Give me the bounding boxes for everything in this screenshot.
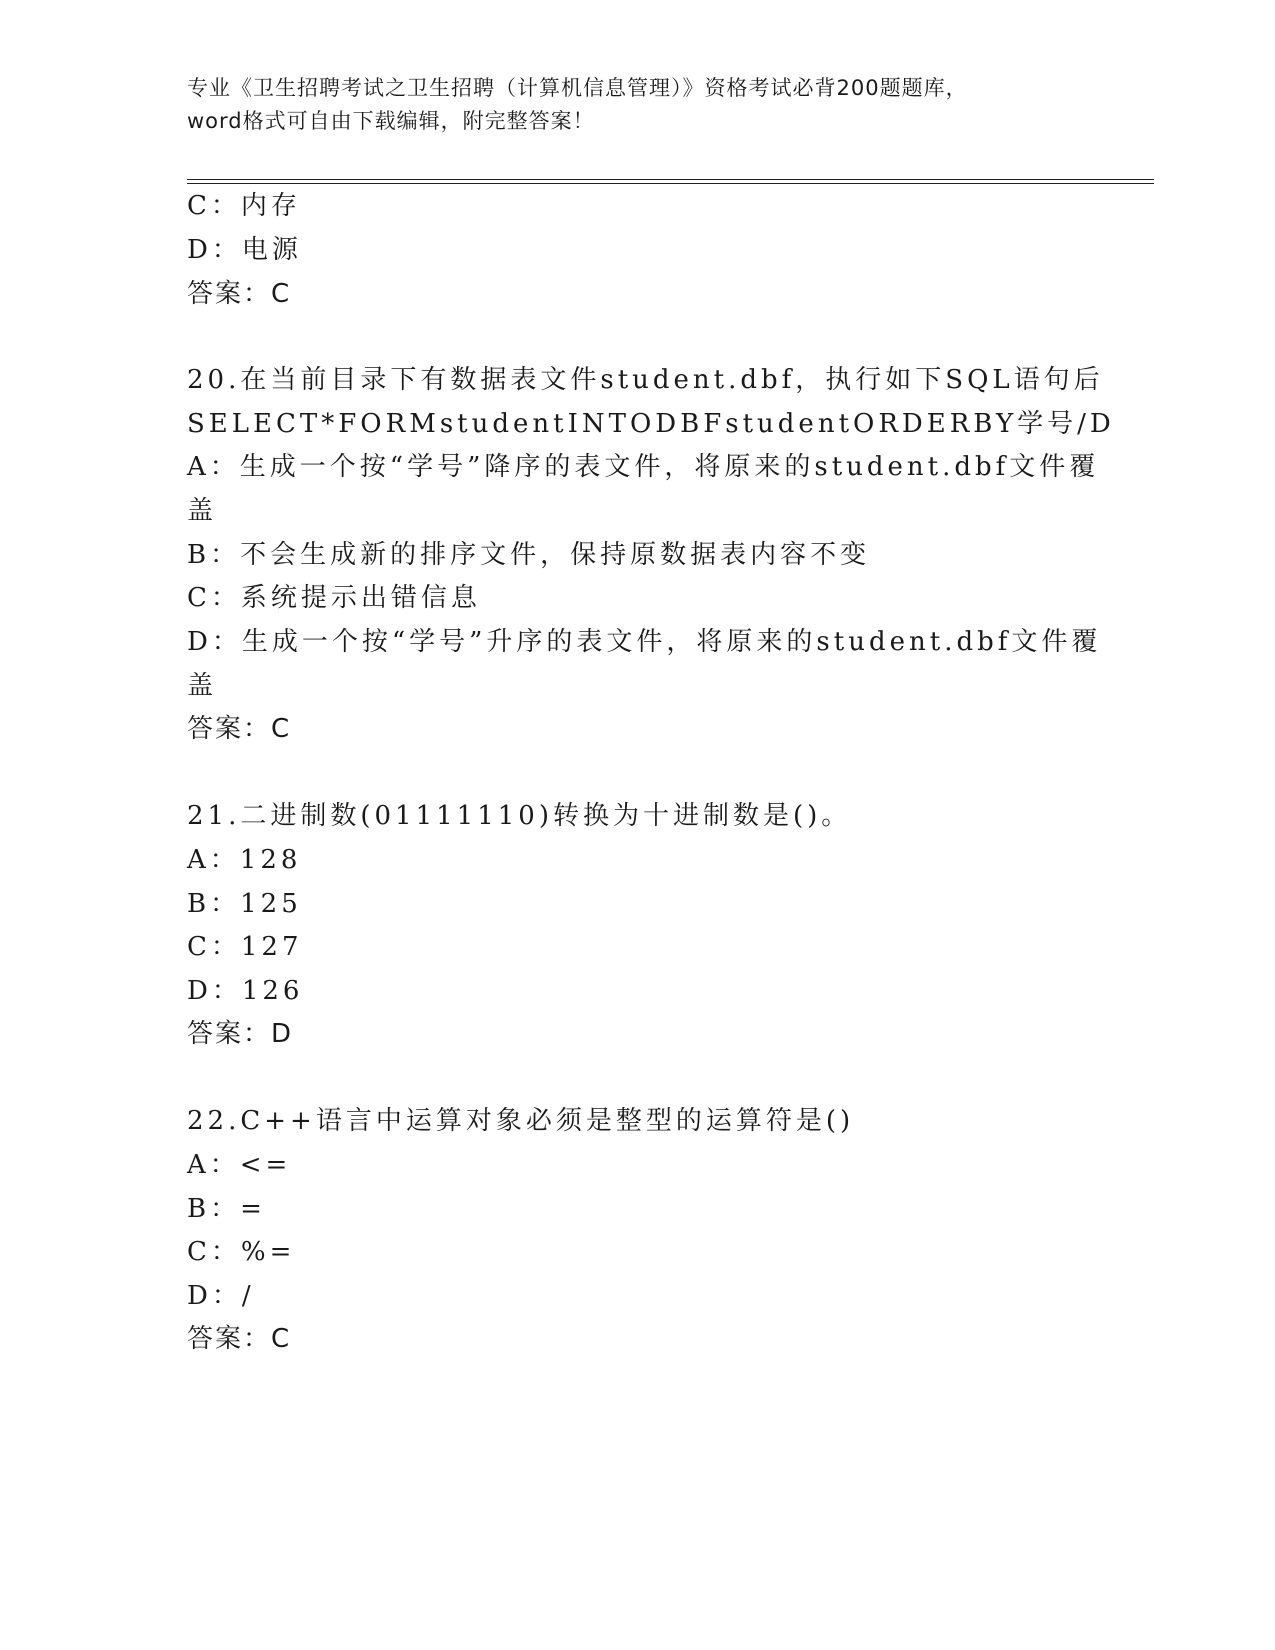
prev-answer: 答案：C xyxy=(187,279,292,309)
header-title-line1: 专业《卫生招聘考试之卫生招聘（计算机信息管理）》资格考试必背200题题库， xyxy=(187,76,968,100)
prev-option-c: C：内存 xyxy=(187,191,301,221)
q22-option-c: C：%= xyxy=(187,1237,296,1267)
q22-option-d: D：/ xyxy=(187,1281,255,1311)
q20-option-c: C：系统提示出错信息 xyxy=(187,583,481,613)
q20-option-a-line2: 盖 xyxy=(187,496,218,526)
q20-option-d-line2: 盖 xyxy=(187,671,218,701)
header-divider-bottom xyxy=(187,183,1154,184)
q20-option-a-line1: A：生成一个按“学号”降序的表文件，将原来的student.dbf文件覆 xyxy=(187,452,1100,482)
q21-option-a: A：128 xyxy=(187,845,302,875)
q21-answer: 答案：D xyxy=(187,1019,294,1049)
prev-option-d: D：电源 xyxy=(187,235,302,265)
q20-option-d-line1: D：生成一个按“学号”升序的表文件，将原来的student.dbf文件覆 xyxy=(187,627,1102,657)
header-divider-top xyxy=(187,179,1154,180)
q21-option-c: C：127 xyxy=(187,932,303,962)
header-title-line2: word格式可自由下载编辑，附完整答案！ xyxy=(187,109,595,133)
q22-option-b: B：= xyxy=(187,1194,266,1224)
q22-stem: 22.C++语言中运算对象必须是整型的运算符是() xyxy=(187,1106,855,1136)
q22-answer: 答案：C xyxy=(187,1324,292,1354)
q22-option-a: A：<= xyxy=(187,1150,292,1180)
q21-stem: 21.二进制数(01111110)转换为十进制数是()。 xyxy=(187,801,852,831)
q20-answer: 答案：C xyxy=(187,714,292,744)
q21-option-b: B：125 xyxy=(187,889,302,919)
q21-option-d: D：126 xyxy=(187,976,304,1006)
q20-stem-line1: 20.在当前目录下有数据表文件student.dbf，执行如下SQL语句后 xyxy=(187,365,1104,395)
q20-option-b: B：不会生成新的排序文件，保持原数据表内容不变 xyxy=(187,540,871,570)
q20-stem-line2: SELECT*FORMstudentINTODBFstudentORDERBY学号/D xyxy=(187,409,1115,439)
document-header xyxy=(187,72,1087,138)
